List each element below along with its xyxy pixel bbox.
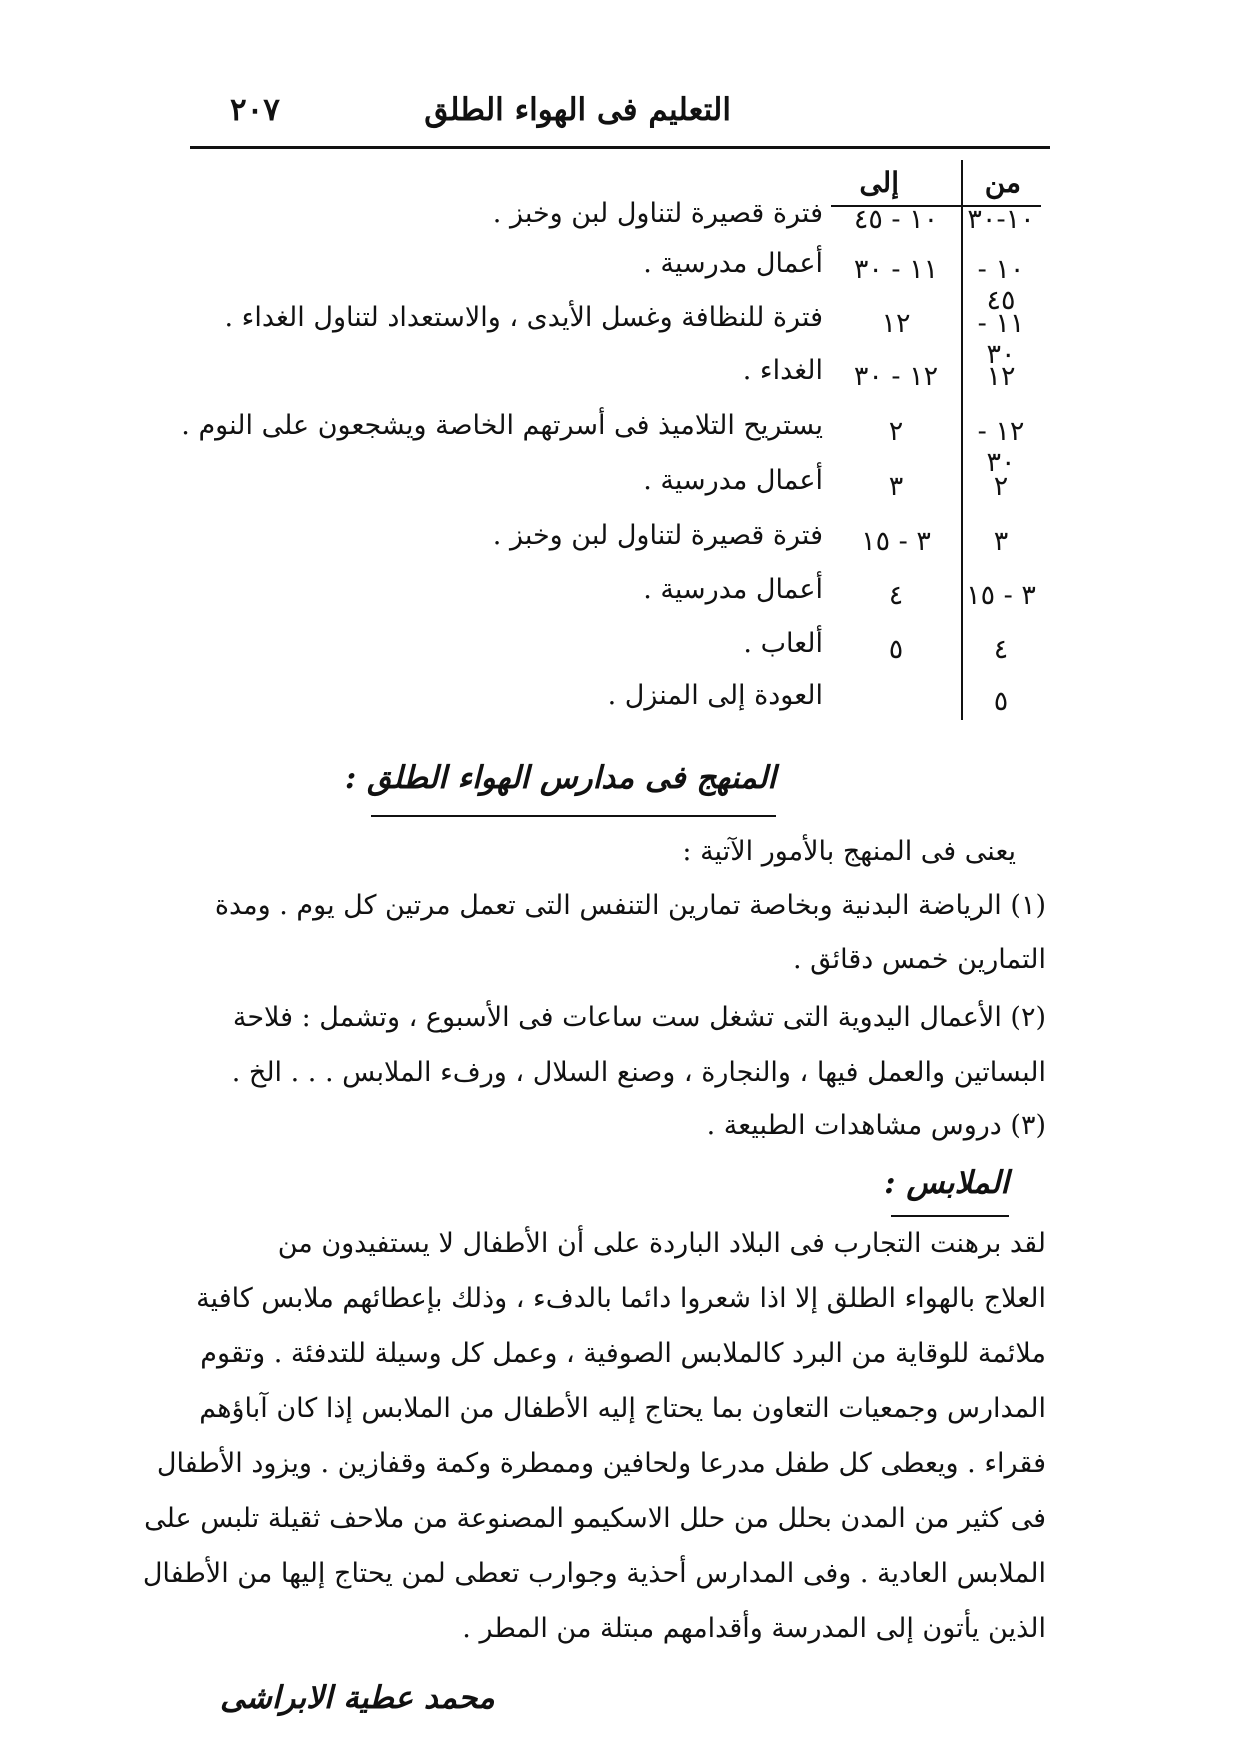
- schedule-row: [0, 410, 1241, 478]
- time-from: ١٠-٣٠: [967, 204, 1035, 235]
- schedule-row: [0, 302, 1241, 370]
- paragraph-line: لقد برهنت التجارب فى البلاد الباردة على أن الأطفال لا يستفيدون من: [277, 1228, 1046, 1259]
- activity: الغداء .: [742, 355, 823, 386]
- time-to: ٥: [888, 634, 904, 665]
- schedule-row: [0, 198, 1241, 248]
- paragraph-line: الذين يأتون إلى المدرسة وأقدامهم مبتلة من المطر .: [462, 1613, 1046, 1644]
- time-to: ٣: [888, 471, 904, 502]
- time-from: ٢: [993, 471, 1009, 502]
- time-to: ٤: [888, 580, 904, 611]
- time-from: ١٢: [986, 361, 1016, 392]
- activity: أعمال مدرسية .: [643, 465, 823, 496]
- header-rule: [190, 146, 1050, 149]
- paragraph-line: العلاج بالهواء الطلق إلا اذا شعروا دائما بالدفء ، وذلك بإعطائهم ملابس كافية: [196, 1283, 1046, 1314]
- time-to: ٢: [888, 416, 904, 447]
- time-from: ١٢ - ٣٠: [977, 416, 1025, 478]
- time-to: ١١ - ٣٠: [853, 254, 939, 285]
- time-from: ٣: [993, 526, 1009, 557]
- paragraph-line: التمارين خمس دقائق .: [792, 944, 1046, 975]
- column-header-to: إلى: [859, 166, 899, 199]
- time-from: ١١ - ٣٠: [977, 308, 1025, 370]
- time-from: ٥: [993, 686, 1009, 717]
- heading-underline: [371, 815, 776, 817]
- paragraph-line: (٢) الأعمال اليدوية التى تشغل ست ساعات فى الأسبوع ، وتشمل : فلاحة: [232, 1002, 1046, 1033]
- paragraph-line: ملائمة للوقاية من البرد كالملابس الصوفية ، وعمل كل وسيلة للتدفئة . وتقوم: [200, 1338, 1046, 1369]
- page-number: ٢٠٧: [230, 92, 280, 128]
- time-from: ٤: [993, 634, 1009, 665]
- schedule-row: [0, 520, 1241, 570]
- schedule-row: [0, 355, 1241, 405]
- schedule-row: [0, 465, 1241, 515]
- author-signature: محمد عطية الابراشى: [220, 1680, 495, 1716]
- column-header-from: من: [984, 166, 1021, 199]
- time-to: ١٢ - ٣٠: [853, 361, 939, 392]
- paragraph-line: فى كثير من المدن بحلل من حلل الاسكيمو المصنوعة من ملاحف ثقيلة تلبس على: [144, 1503, 1046, 1534]
- section-heading-clothing: الملابس :: [884, 1165, 1009, 1201]
- section-heading-curriculum: المنهج فى مدارس الهواء الطلق :: [344, 760, 776, 796]
- schedule-row: [0, 628, 1241, 678]
- schedule-row: [0, 574, 1241, 624]
- activity: فترة قصيرة لتناول لبن وخبز .: [492, 520, 823, 551]
- paragraph-line: (٣) دروس مشاهدات الطبيعة .: [706, 1110, 1046, 1141]
- schedule-row: [0, 680, 1241, 730]
- paragraph-line: المدارس وجمعيات التعاون بما يحتاج إليه الأطفال من الملابس إذا كان آباؤهم: [199, 1393, 1046, 1424]
- activity: أعمال مدرسية .: [643, 248, 823, 279]
- activity: يستريح التلاميذ فى أسرتهم الخاصة ويشجعون على النوم .: [181, 410, 823, 441]
- time-to: ١٢: [881, 308, 911, 339]
- heading-underline: [891, 1215, 1009, 1217]
- activity: فترة قصيرة لتناول لبن وخبز .: [492, 198, 823, 229]
- paragraph-line: البساتين والعمل فيها ، والنجارة ، وصنع السلال ، ورفء الملابس . . . الخ .: [231, 1057, 1046, 1088]
- time-to: ٣ - ١٥: [861, 526, 931, 557]
- time-from: ٣ - ١٥: [966, 580, 1036, 611]
- activity: العودة إلى المنزل .: [607, 680, 823, 711]
- schedule-row: [0, 248, 1241, 316]
- paragraph-line: يعنى فى المنهج بالأمور الآتية :: [682, 836, 1016, 867]
- activity: أعمال مدرسية .: [643, 574, 823, 605]
- activity: ألعاب .: [743, 628, 823, 659]
- paragraph-line: فقراء . ويعطى كل طفل مدرعا ولحافين وممطرة وكمة وقفازين . ويزود الأطفال: [156, 1448, 1046, 1479]
- page-header: [190, 92, 1051, 136]
- time-from: ١٠ - ٤٥: [977, 254, 1025, 316]
- running-title: التعليم فى الهواء الطلق: [424, 92, 731, 128]
- time-to: ١٠ - ٤٥: [853, 204, 939, 235]
- activity: فترة للنظافة وغسل الأيدى ، والاستعداد لتناول الغداء .: [224, 302, 823, 333]
- paragraph-line: الملابس العادية . وفى المدارس أحذية وجوارب تعطى لمن يحتاج إليها من الأطفال: [142, 1558, 1046, 1589]
- paragraph-line: (١) الرياضة البدنية وبخاصة تمارين التنفس التى تعمل مرتين كل يوم . ومدة: [214, 890, 1046, 921]
